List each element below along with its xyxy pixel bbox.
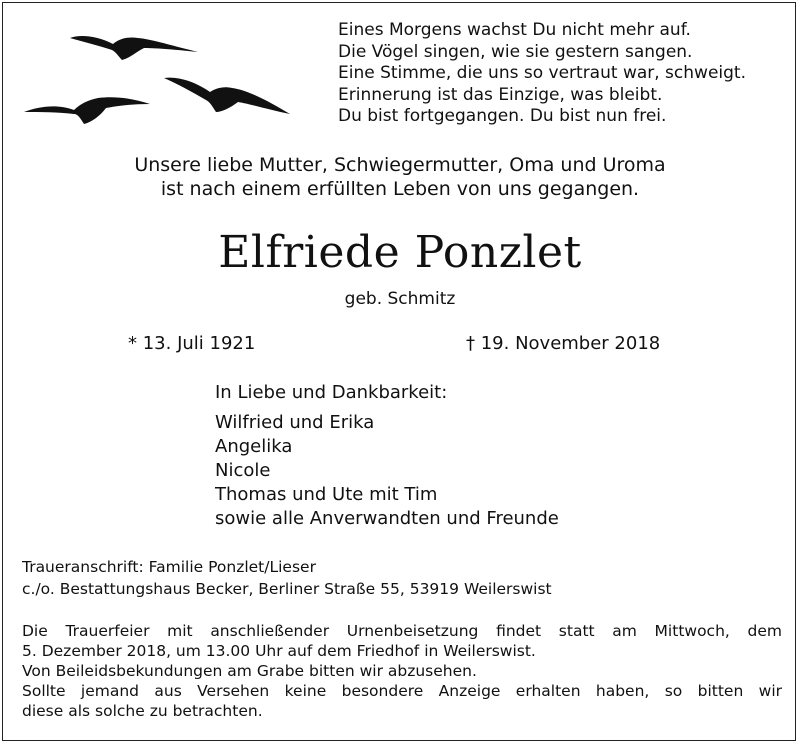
intro-line: ist nach einem erfüllten Leben von uns gegangen. (160, 178, 640, 200)
intro-line: Unsere liebe Mutter, Schwiegermutter, Oma und Uroma (134, 154, 666, 176)
flying-birds-icon (18, 18, 308, 133)
maiden-name: geb. Schmitz (344, 289, 456, 309)
family-section (215, 381, 715, 531)
notice-line: diese als solche zu betrachten. (22, 702, 263, 720)
family-member: Angelika (215, 436, 293, 457)
death-date: † 19. November 2018 (466, 333, 661, 354)
poem-line: Erinnerung ist das Einzige, was bleibt. (338, 84, 663, 105)
address-line: Traueranschrift: Familie Ponzlet/Lieser (22, 558, 316, 576)
family-heading: In Liebe und Dankbarkeit: (215, 382, 448, 403)
family-member: Nicole (215, 460, 271, 481)
notice-line: Die Trauerfeier mit anschließender Urnenbeisetzung findet statt am Mittwoch, dem (22, 622, 782, 640)
deceased-name: Elfriede Ponzlet (218, 227, 582, 278)
family-member: sowie alle Anverwandten und Freunde (215, 508, 559, 529)
poem-line: Die Vögel singen, wie sie gestern sangen. (338, 41, 693, 62)
notice-line: Sollte jemand aus Versehen keine besondere Anzeige erhalten haben, so bitten wir (22, 682, 782, 700)
notice-line: Von Beileidsbekundungen am Grabe bitten wir abzusehen. (22, 662, 477, 680)
family-member: Thomas und Ute mit Tim (215, 484, 438, 505)
mourning-address (22, 556, 782, 600)
ceremony-notice (22, 621, 782, 721)
poem-line: Eine Stimme, die uns so vertraut war, schweigt. (338, 63, 746, 83)
address-line: c./o. Bestattungshaus Becker, Berliner Straße 55, 53919 Weilerswist (22, 580, 552, 598)
poem-line: Eines Morgens wachst Du nicht mehr auf. (338, 20, 691, 40)
poem (338, 20, 778, 128)
birth-date: * 13. Juli 1921 (128, 333, 256, 354)
family-member: Wilfried und Erika (215, 412, 375, 433)
poem-line: Du bist fortgegangen. Du bist nun frei. (338, 106, 667, 126)
notice-line: 5. Dezember 2018, um 13.00 Uhr auf dem Friedhof in Weilerswist. (22, 642, 536, 660)
intro-text (0, 153, 800, 201)
